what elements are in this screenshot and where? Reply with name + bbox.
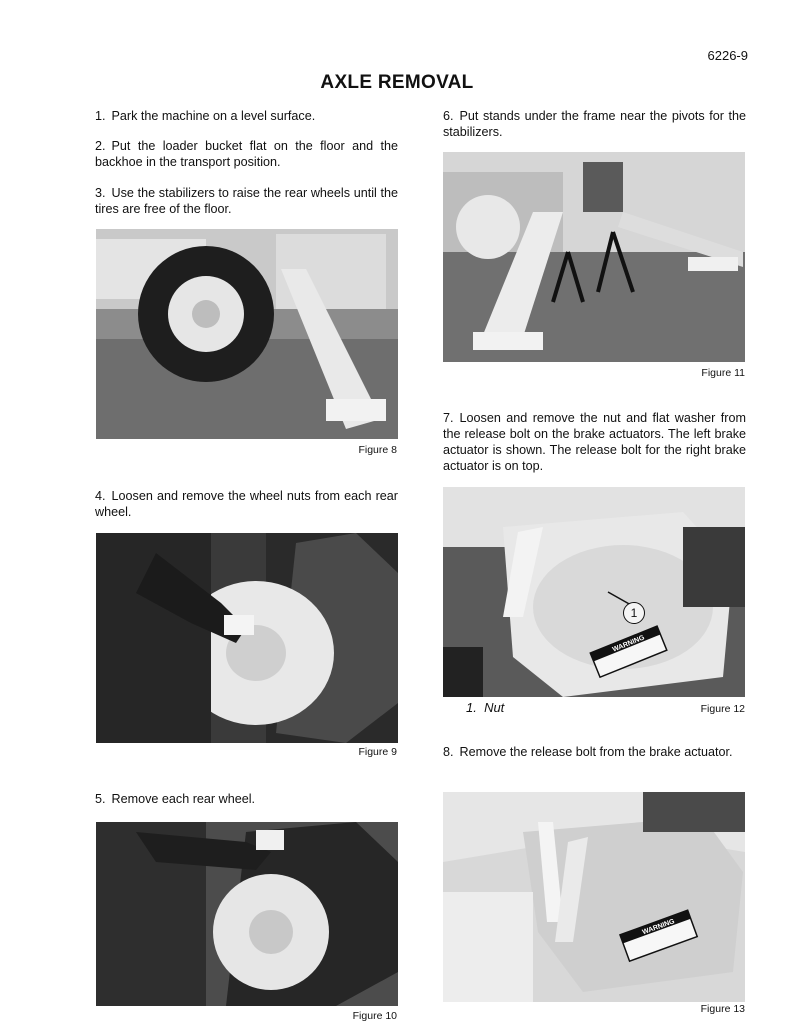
- step-7: [443, 410, 746, 474]
- figure-10-caption: Figure 10: [352, 1010, 397, 1022]
- figure-9-caption: Figure 9: [358, 746, 397, 758]
- step-text: Put the loader bucket flat on the floor and the backhoe in the transport position.: [95, 139, 398, 169]
- step-1: [95, 108, 398, 124]
- figure-12-photo: [443, 487, 745, 697]
- step-number: 3.: [95, 186, 106, 200]
- figure-10-photo: [96, 822, 398, 1006]
- step-text: Remove the release bolt from the brake actuator.: [459, 745, 733, 759]
- step-number: 6.: [443, 109, 454, 123]
- callout-number-label: 1: [630, 606, 638, 620]
- step-text: Remove each rear wheel.: [111, 792, 256, 806]
- step-6: [443, 108, 746, 140]
- figure-9-photo: [96, 533, 398, 743]
- warning-decal-text: WARNING: [641, 918, 676, 937]
- figure-13-photo: [443, 792, 745, 1002]
- step-3: [95, 185, 398, 217]
- page-number: 6226-9: [707, 48, 748, 63]
- step-text: Loosen and remove the wheel nuts from each rear wheel.: [95, 489, 398, 519]
- figure-11-caption: Figure 11: [701, 367, 745, 379]
- step-number: 5.: [95, 792, 106, 806]
- callout-number-1: [623, 602, 645, 624]
- step-number: 7.: [443, 411, 454, 425]
- figure-12-caption: Figure 12: [700, 703, 745, 715]
- warning-decal-text: WARNING: [611, 634, 646, 654]
- figure-11-photo: [443, 152, 745, 362]
- step-2: [95, 138, 398, 170]
- step-text: Park the machine on a level surface.: [111, 109, 316, 123]
- step-4: [95, 488, 398, 520]
- figure-8-photo: [96, 229, 398, 439]
- step-text: Use the stabilizers to raise the rear wheels until the tires are free of the floor.: [95, 186, 398, 216]
- figure-12-legend: 1. Nut: [466, 700, 505, 715]
- figure-13-caption: Figure 13: [700, 1003, 745, 1015]
- step-5: [95, 791, 398, 807]
- step-number: 1.: [95, 109, 106, 123]
- step-number: 2.: [95, 139, 106, 153]
- step-number: 4.: [95, 489, 106, 503]
- figure-8-caption: Figure 8: [358, 444, 397, 456]
- step-text: Loosen and remove the nut and flat washer from the release bolt on the brake actuators. The left brake actuator is shown. The release bolt for the right brake actuator is on top.: [443, 411, 746, 473]
- step-number: 8.: [443, 745, 454, 759]
- step-text: Put stands under the frame near the pivots for the stabilizers.: [443, 109, 746, 139]
- step-8: [443, 744, 746, 760]
- page-title: AXLE REMOVAL: [320, 72, 474, 93]
